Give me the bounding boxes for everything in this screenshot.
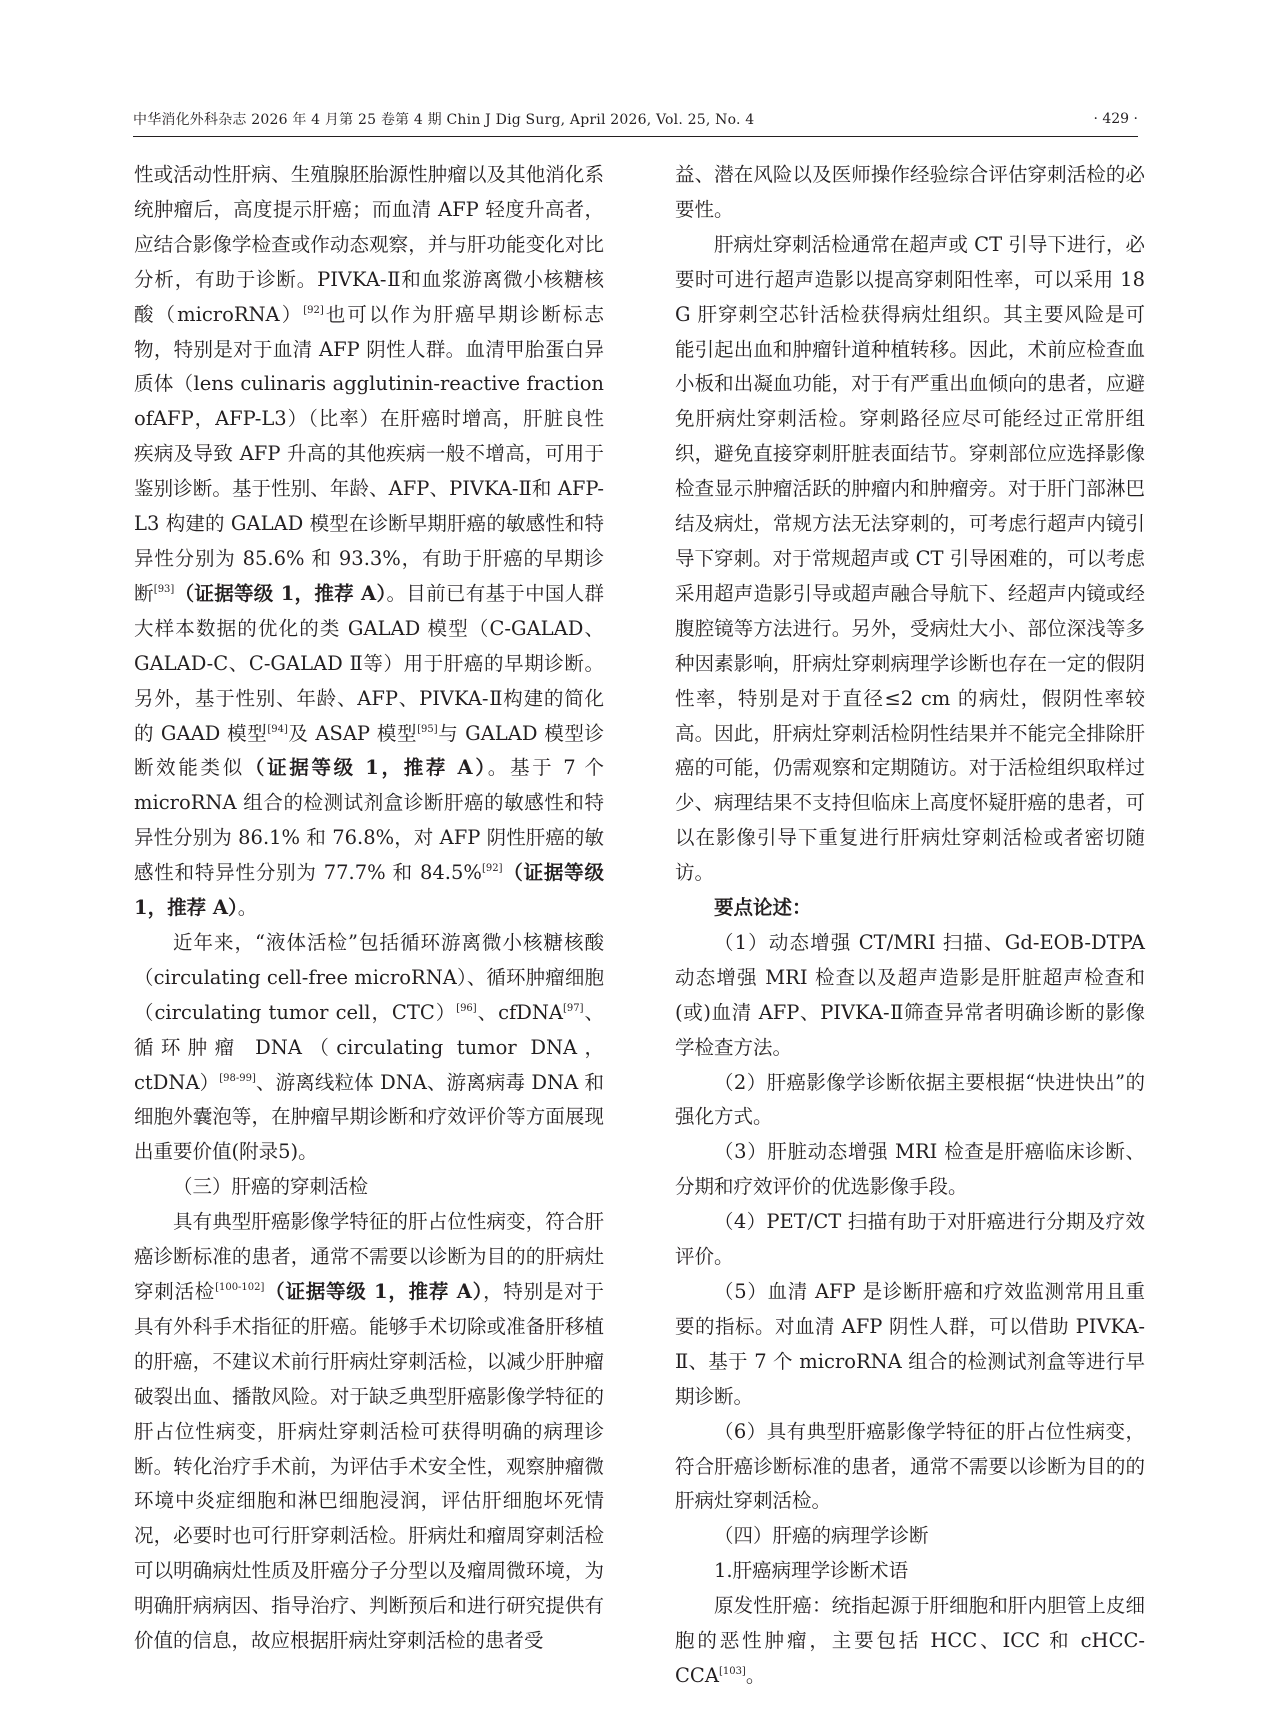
key-points-heading: 要点论述： [714,896,812,920]
citation-ref[interactable]: [96] [456,1002,477,1014]
paragraph-biopsy: 具有典型肝癌影像学特征的肝占位性病变，符合肝癌诊断标准的患者，通常不需要以诊断为目的的肝病灶穿刺活检[100-102]（证据等级 1，推荐 A），特别是对于具有外科手术指征的肝癌。能够手术切除或准备肝移植的肝癌，不建议术前行肝病灶穿刺活检，以减少肝肿瘤破裂出血、播散风险。对于缺乏典型肝癌影像学特征的肝占位性病变，肝病灶穿刺活检可获得明确的病理诊断。转化治疗手术前，为评估手术安全性，观察肿瘤微环境中炎症细胞和淋巴细胞浸润，评估肝细胞坏死情况，必要时也可行肝穿刺活检。肝病灶和瘤周穿刺活检可以明确病灶性质及肝癌分子分型以及瘤周微环境，为明确肝病病因、指导治疗、判断预后和进行研究提供有价值的信息，故应根据肝病灶穿刺活检的患者受 [134,1210,604,1653]
key-point-item: （4）PET/CT 扫描有助于对肝癌进行分期及疗效评价。 [675,1210,1145,1269]
paragraph-serum-markers: 性或活动性肝病、生殖腺胚胎源性肿瘤以及其他消化系统肿瘤后，高度提示肝癌；而血清 AFP 轻度升高者，应结合影像学检查或作动态观察，并与肝功能变化对比分析，有助于诊断。PIVKA-Ⅱ和血浆游离微小核糖核酸（microRNA）[92]也可以作为肝癌早期诊断标志物，特别是对于血清 AFP 阴性人群。血清甲胎蛋白异质体（lens culinaris agglutinin-reactive fraction ofAFP，AFP-L3）（比率）在肝癌时增高，肝脏良性疾病及导致 AFP 升高的其他疾病一般不增高，可用于鉴别诊断。基于性别、年龄、AFP、PIVKA-Ⅱ和 AFP-L3 构建的 GALAD 模型在诊断早期肝癌的敏感性和特异性分别为 85.6% 和 93.3%，有助于肝癌的早期诊断[93]（证据等级 1，推荐 A）。目前已有基于中国人群大样本数据的优化的类 GALAD 模型（C-GALAD、GALAD-C、C-GALAD Ⅱ等）用于肝癌的早期诊断。另外，基于性别、年龄、AFP、PIVKA-Ⅱ构建的简化的 GAAD 模型[94]及 ASAP 模型[95]与 GALAD 模型诊断效能类似（证据等级 1，推荐 A）。基于 7 个 microRNA 组合的检测试剂盒诊断肝癌的敏感性和特异性分别为 86.1% 和 76.8%，对 AFP 阴性肝癌的敏感性和特异性分别为 77.7% 和 84.5%[92]（证据等级 1，推荐 A）。 [134,163,604,920]
key-point-item: （5）血清 AFP 是诊断肝癌和疗效监测常用且重要的指标。对血清 AFP 阴性人群，可以借助 PIVKA-Ⅱ、基于 7 个 microRNA 组合的检测试剂盒等进行早期诊断。 [675,1280,1145,1408]
section-heading-pathology: （四）肝癌的病理学诊断 [714,1524,929,1548]
key-point-item: （2）肝癌影像学诊断依据主要根据“快进快出”的强化方式。 [675,1070,1145,1129]
citation-ref[interactable]: [103] [718,1665,746,1677]
paragraph-biopsy-procedure: 肝病灶穿刺活检通常在超声或 CT 引导下进行，必要时可进行超声造影以提高穿刺阳性率，可以采用 18 G 肝穿刺空芯针活检获得病灶组织。其主要风险是可能引起出血和肿瘤针道种植转移。因此，术前应检查血小板和出凝血功能，对于有严重出血倾向的患者，应避免肝病灶穿刺活检。穿刺路径应尽可能经过正常肝组织，避免直接穿刺肝脏表面结节。穿刺部位应选择影像检查显示肿瘤活跃的肿瘤内和肿瘤旁。对于肝门部淋巴结及病灶，常规方法无法穿刺的，可考虑行超声内镜引导下穿刺。对于常规超声或 CT 引导困难的，可以考虑采用超声造影引导或超声融合导航下、经超声内镜或经腹腔镜等方法进行。另外，受病灶大小、部位深浅等多种因素影响，肝病灶穿刺病理学诊断也存在一定的假阴性率，特别是对于直径≤2 cm 的病灶，假阴性率较高。因此，肝病灶穿刺活检阴性结果并不能完全排除肝癌的可能，仍需观察和定期随访。对于活检组织取样过少、病理结果不支持但临床上高度怀疑肝癌的患者，可以在影像引导下重复进行肝病灶穿刺活检或者密切随访。 [675,232,1145,885]
key-point-item: （3）肝脏动态增强 MRI 检查是肝癌临床诊断、分期和疗效评价的优选影像手段。 [675,1140,1145,1199]
journal-citation: 中华消化外科杂志 2026 年 4 月第 25 卷第 4 期 Chin J Dig Surg, April 2026, Vol. 25, No. 4 [133,112,755,128]
paragraph-continued: 益、潜在风险以及医师操作经验综合评估穿刺活检的必要性。 [675,163,1145,221]
page-number: · 429 · [1093,111,1138,127]
key-point-item: （6）具有典型肝癌影像学特征的肝占位性病变，符合肝癌诊断标准的患者，通常不需要以诊断为目的的肝病灶穿刺活检。 [675,1419,1145,1513]
right-column [675,158,1145,1694]
running-header [133,104,1138,134]
evidence-level: （证据等级 1，推荐 A） [174,581,387,605]
key-point-item: （1）动态增强 CT/MRI 扫描、Gd-EOB-DTPA 动态增强 MRI 检查以及超声造影是肝脏超声检查和(或)血清 AFP、PIVKA-Ⅱ筛查异常者明确诊断的影像学检查方法。 [675,930,1145,1059]
citation-ref[interactable]: [94] [267,723,288,735]
citation-ref[interactable]: [95] [417,723,438,735]
citation-ref[interactable]: [92] [303,304,324,316]
citation-ref[interactable]: [98-99] [219,1072,256,1084]
paragraph-liquid-biopsy: 近年来，“液体活检”包括循环游离微小核糖核酸（circulating cell-free microRNA）、循环肿瘤细胞（circulating tumor cell，CTC）[96]、cfDNA[97]、循环肿瘤 DNA（circulating tumor DNA，ctDNA）[98-99]、游离线粒体 DNA、游离病毒 DNA 和细胞外囊泡等，在肿瘤早期诊断和疗效评价等方面展现出重要价值(附录5)。 [134,930,604,1164]
header-rule [133,136,1138,137]
evidence-level: （证据等级 1，推荐 A） [134,861,604,920]
subsection-heading-terms: 1.肝癌病理学诊断术语 [714,1559,909,1583]
citation-ref[interactable]: [93] [153,583,175,595]
evidence-level: （证据等级 1，推荐 A） [264,1280,484,1303]
section-heading-biopsy: （三）肝癌的穿刺活检 [173,1175,369,1199]
citation-ref[interactable]: [97] [563,1002,584,1014]
left-column [134,158,604,1659]
citation-ref[interactable]: [92] [481,863,503,875]
paragraph-definition: 原发性肝癌：统指起源于肝细胞和肝内胆管上皮细胞的恶性肿瘤，主要包括 HCC、ICC 和 cHCC-CCA[103]。 [675,1594,1145,1687]
citation-ref[interactable]: [100-102] [215,1282,265,1293]
evidence-level: （证据等级 1，推荐 A） [244,756,488,780]
